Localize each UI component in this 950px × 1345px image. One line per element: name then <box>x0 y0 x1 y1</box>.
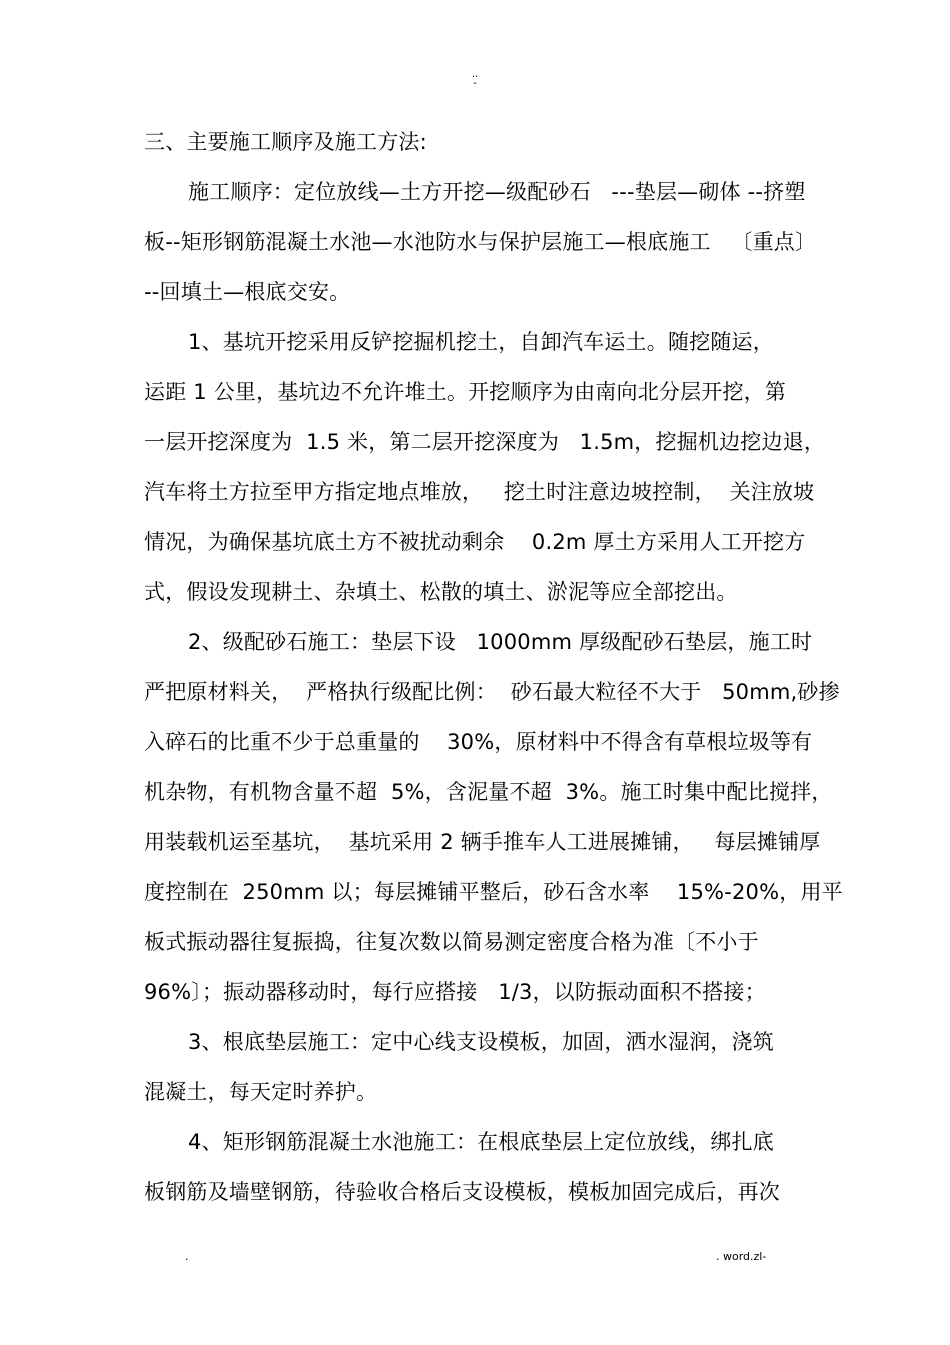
paragraph-line: 一层开挖深度为 1.5 米，第二层开挖深度为 1.5m，挖掘机边挖边退， <box>144 430 826 454</box>
paragraph-line: 入碎石的比重不少于总重量的 30%，原材料中不得含有草根垃圾等有 <box>144 730 813 754</box>
paragraph-line: 板式振动器往复振捣，往复次数以简易测定密度合格为准〔不小于 <box>144 930 759 954</box>
paragraph-line: 4、矩形钢筋混凝土水池施工：在根底垫层上定位放线，绑扎底 <box>188 1130 774 1154</box>
footer-right-text: . word.zl- <box>716 1250 767 1263</box>
paragraph-line: 严把原材料关， 严格执行级配比例： 砂石最大粒径不大于 50mm,砂掺 <box>144 680 840 704</box>
header-mark: .. - <box>471 69 479 89</box>
paragraph-line: 施工顺序：定位放线—土方开挖—级配砂石 ---垫层—砌体 --挤塑 <box>188 180 806 204</box>
paragraph-line: 1、基坑开挖采用反铲挖掘机挖土，自卸汽车运土。随挖随运， <box>188 330 774 354</box>
paragraph-line: 2、级配砂石施工：垫层下设 1000mm 厚级配砂石垫层，施工时 <box>188 630 813 654</box>
paragraph-line: 96%〕；振动器移动时，每行应搭接 1/3，以防振动面积不搭接； <box>144 980 766 1004</box>
paragraph-line: 3、根底垫层施工：定中心线支设模板，加固，洒水湿润，浇筑 <box>188 1030 774 1054</box>
paragraph-line: 用装载机运至基坑， 基坑采用 2 辆手推车人工进展摊铺， 每层摊铺厚 <box>144 830 821 854</box>
paragraph-line: 式，假设发现耕土、杂填土、松散的填土、淤泥等应全部挖出。 <box>144 580 738 604</box>
document-body <box>144 117 843 1217</box>
paragraph-line: 度控制在 250mm 以；每层摊铺平整后，砂石含水率 15%-20%，用平 <box>144 880 843 904</box>
paragraph-line: 运距 1 公里，基坑边不允许堆土。开挖顺序为由南向北分层开挖，第 <box>144 380 787 404</box>
paragraph-line: --回填土—根底交安。 <box>144 280 351 304</box>
footer-left-mark: . <box>185 1250 189 1263</box>
paragraph-line: 板钢筋及墙壁钢筋，待验收合格后支设模板，模板加固完成后，再次 <box>144 1180 780 1204</box>
paragraph-line: 汽车将土方拉至甲方指定地点堆放， 挖土时注意边坡控制， 关注放坡 <box>144 480 815 504</box>
paragraph-line: 情况，为确保基坑底土方不被扰动剩余 0.2m 厚土方采用人工开挖方 <box>144 530 806 554</box>
paragraph-line: 混凝土，每天定时养护。 <box>144 1080 378 1104</box>
paragraph-line: 板--矩形钢筋混凝土水池—水池防水与保护层施工—根底施工 〔重点〕 <box>144 230 817 254</box>
section-heading: 三、主要施工顺序及施工方法: <box>144 130 427 154</box>
paragraph-line: 机杂物，有机物含量不超 5%，含泥量不超 3%。施工时集中配比搅拌， <box>144 780 833 804</box>
